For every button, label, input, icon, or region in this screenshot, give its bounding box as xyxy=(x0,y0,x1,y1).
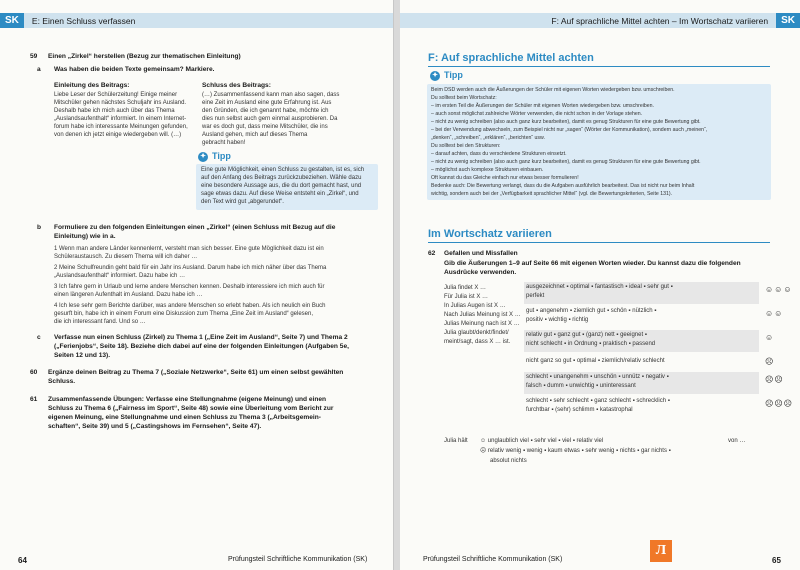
ex59-b-text: Einleitung) wie in a. xyxy=(54,233,116,240)
intro-line: Deshalb habe ich mich auch über das Thema xyxy=(54,108,175,114)
right-header-title: F: Auf sprachliche Mittel achten – Im Wortschatz variieren xyxy=(551,15,769,26)
frowny-icon-1: ☹ xyxy=(765,357,775,366)
expression-row: nicht ganz so gut ▪ optimal ▪ ziemlich/relativ schlecht xyxy=(526,358,665,364)
halt-line: ☺ unglaublich viel ▪ sehr viel ▪ viel ▪ relativ viel xyxy=(480,438,604,444)
tip-line: Du solltest bei den Strukturen: xyxy=(431,143,501,149)
frowny-icon-3: ☹☹☹ xyxy=(765,399,794,408)
subject-phrase: Für Julia ist X … xyxy=(444,294,489,300)
halt-line: ☹ relativ wenig ▪ wenig ▪ kaum etwas ▪ sehr wenig ▪ nichts ▪ gar nichts ▪ xyxy=(480,448,671,454)
b-item: Schüleraustausch. Zu diesem Thema will ich daher … xyxy=(54,254,198,260)
tip-line: sage etwas dazu. Auf diese Weise entsteht ein „Zirkel“, und xyxy=(201,191,359,197)
ex60-text: Ergänze deinen Beitrag zu Thema 7 („Soziale Netzwerke“, Seite 61) um einen selbst gewählten xyxy=(48,369,344,376)
ex62-number: 62 xyxy=(428,250,436,257)
intro-line: „Auslandsaufenthalt“ informiert. In einem Internet- xyxy=(54,116,187,122)
ex61-text: Schluss zu Thema 6 („Fairness im Sport“, Seite 48) sowie eine Überleitung vom Bericht zur xyxy=(48,405,334,412)
tip-heading xyxy=(198,151,231,162)
subject-phrase: Julia findet X … xyxy=(444,285,487,291)
tip-bulb-icon: ✦ xyxy=(198,152,208,162)
right-header-bar xyxy=(400,13,800,28)
expression-row: positiv ▪ wichtig ▪ richtig xyxy=(526,317,589,323)
smiley-icon-2: ☺☺ xyxy=(765,309,784,318)
footer-right: Prüfungsteil Schriftliche Kommunikation (SK) xyxy=(423,556,563,563)
subject-phrase: meint/sagt, dass X … ist. xyxy=(444,339,511,345)
tip-label: Tipp xyxy=(444,70,463,80)
expression-row: furchtbar ▪ (sehr) schlimm ▪ katastrophal xyxy=(526,407,633,413)
b-item: 2 Meine Schulfreundin geht bald für ein Jahr ins Ausland. Darum habe ich mich näher über das Thema xyxy=(54,265,327,271)
smiley-icon-1: ☺ xyxy=(765,333,775,342)
ex59-a-label: a xyxy=(37,66,41,73)
ex61-text: eigenen Meinung, eine Stellungnahme und einen Schluss zu Thema 3 („Arbeitsgemein- xyxy=(48,414,321,421)
frowny-icon-2: ☹☹ xyxy=(765,375,784,384)
sk-badge: SK xyxy=(776,13,800,28)
tip-line: „denken“, „schreiben“, „erklären“, „berichten“ usw. xyxy=(431,135,545,141)
intro-line: forum habe ich interessante Meinungen gefunden, xyxy=(54,124,188,130)
tip-line: – auch sonst möglichst zahlreiche Wörter verwenden, die nicht schon in der Vorlage stehen. xyxy=(431,111,643,117)
expression-row: nicht schlecht ▪ in Ordnung ▪ praktisch ▪ passend xyxy=(526,341,656,347)
ex61-text: schaften“, Seite 39) und 5 („Castingshows im Fernsehen“, Seite 47). xyxy=(48,423,262,430)
ex59-number: 59 xyxy=(30,53,38,60)
tip-line: – nicht zu wenig schreiben (also auch ganz kurz bearbeiten), damit es genug Strukturen für eine gute Bewertung gibt. xyxy=(431,159,701,165)
halt-line: absolut nichts xyxy=(490,458,527,464)
closing-heading: Schluss des Beitrags: xyxy=(202,82,271,89)
von-label: von … xyxy=(728,438,746,444)
section-title: F: Auf sprachliche Mittel achten xyxy=(428,52,594,64)
tip-line: wichtig, sondern auch bei der „Verfügbarkeit sprachlicher Mittel“ (vgl. die Bewertungskriterien, Seite 131). xyxy=(431,191,673,197)
tip-label: Tipp xyxy=(212,151,231,161)
ex59-b-label: b xyxy=(37,224,42,231)
tip-bulb-icon: ✦ xyxy=(430,71,440,81)
tip-line: Beim DSD werden auch die Äußerungen der Schüler mit eigenen Worten wiedergeben bzw. umschreiben. xyxy=(431,87,675,93)
b-item: einen längeren Aufenthalt im Ausland. Dazu habe ich … xyxy=(54,292,203,298)
b-item: gesurft bin, habe ich in einem Forum eine Diskussion zum Thema „Eine Zeit im Ausland“ gelesen, xyxy=(54,311,314,317)
intro-line: von denen ich jetzt einige wiedergeben will. (…) xyxy=(54,132,182,138)
sk-badge: SK xyxy=(0,13,24,28)
smiley-icon-3: ☺☺☺ xyxy=(765,285,793,294)
b-item: die ich interessant fand. Und so … xyxy=(54,319,146,325)
intro-line: Liebe Leser der Schülerzeitung! Einige meiner xyxy=(54,92,178,98)
ex59-b-text: Formuliere zu den folgenden Einleitungen einen „Zirkel“ (einen Schluss mit Bezug auf die xyxy=(54,224,336,231)
left-header-title: E: Einen Schluss verfassen xyxy=(31,15,136,26)
closing-line: den Gründen, die ich genannt habe, möchte ich xyxy=(202,108,329,114)
ex59-title: Einen „Zirkel“ herstellen (Bezug zur thematischen Einleitung) xyxy=(48,53,241,60)
closing-line: war es doch gut, dass meine Mitschüler, die ins xyxy=(202,124,328,130)
publisher-logo: Л xyxy=(650,540,672,562)
intro-line: Mitschüler gehen nächstes Schuljahr ins Ausland. xyxy=(54,100,187,106)
b-item: 1 Wenn man andere Länder kennenlernt, versteht man sich besser. Eine gute Möglichkeit dazu ist ein xyxy=(54,246,324,252)
closing-line: eine Zeit im Ausland eine gute Erfahrung ist. Aus xyxy=(202,100,332,106)
section-rule xyxy=(428,66,770,67)
tip-line: – im ersten Teil die Äußerungen der Schüler mit eigenen Worten wiedergeben bzw. umschreiben. xyxy=(431,103,654,109)
page-number-right: 65 xyxy=(772,556,781,565)
tip-line: den Text wird gut „abgerundet“. xyxy=(201,199,284,205)
subject-phrase: In Julias Augen ist X … xyxy=(444,303,506,309)
subject-phrase: Nach Julias Meinung ist X … xyxy=(444,312,521,318)
expression-row: ausgezeichnet ▪ optimal ▪ fantastisch ▪ ideal ▪ sehr gut ▪ xyxy=(526,284,673,290)
vocab-rule xyxy=(428,242,770,243)
ex60-number: 60 xyxy=(30,369,38,376)
left-page xyxy=(0,0,394,570)
expression-row: relativ gut ▪ ganz gut ▪ (ganz) nett ▪ geeignet ▪ xyxy=(526,332,647,338)
b-item: 4 Ich lese sehr gern Berichte darüber, was andere Menschen so erlebt haben. Als ich neulich ein Buch xyxy=(54,303,326,309)
closing-line: (…) Zusammenfassend kann man also sagen, dass xyxy=(202,92,340,98)
tip-line: eine besondere Aussage aus, die du dort gemacht hast, und xyxy=(201,183,362,189)
tip-line: – möglichst auch komplexe Strukturen einbauen. xyxy=(431,167,544,173)
b-item: „Auslandsaufenthalt“ informiert. Dazu habe ich … xyxy=(54,273,186,279)
ex59-c-text: Verfasse nun einen Schluss (Zirkel) zu Thema 1 („Eine Zeit im Ausland“, Seite 7) und Thema 2 xyxy=(54,334,348,341)
vocab-section-title: Im Wortschatz variieren xyxy=(428,228,552,240)
tip-heading xyxy=(430,70,463,81)
tip-line: – darauf achten, dass du verschiedene Strukturen einsetzt. xyxy=(431,151,567,157)
tip-line: Eine gute Möglichkeit, einen Schluss zu gestalten, ist es, sich xyxy=(201,167,365,173)
b-item: 3 Ich fahre gern in Urlaub und lerne andere Menschen kennen. Deshalb interessiere ich mich auch für xyxy=(54,284,325,290)
tip-line: Bedenke auch: Die Bewertung verlangt, dass du die Aufgaben ausführlich bearbeitest. Das ist nicht nur beim Inhalt xyxy=(431,183,695,189)
ex60-text: Schluss. xyxy=(48,378,76,385)
ex62-text: Ausdrücke verwenden. xyxy=(444,269,517,276)
subject-phrase: Julia glaubt/denkt/findet/ xyxy=(444,330,509,336)
footer-left: Prüfungsteil Schriftliche Kommunikation (SK) xyxy=(228,556,368,563)
expression-row: perfekt xyxy=(526,293,545,299)
closing-line: Ausland gehen, mich auf dieses Thema xyxy=(202,132,308,138)
page-number-left: 64 xyxy=(18,556,27,565)
expression-row: falsch ▪ dumm ▪ unwichtig ▪ uninteressant xyxy=(526,383,636,389)
ex59-a-text: Was haben die beiden Texte gemeinsam? Markiere. xyxy=(54,66,215,73)
tip-line: Oft kannst du das Gleiche einfach nur etwas besser formulieren! xyxy=(431,175,579,181)
closing-line: dies nun selbst auch gern einmal ausprobieren. Da xyxy=(202,116,338,122)
left-header-bar xyxy=(0,13,394,28)
expression-row: schlecht ▪ unangenehm ▪ unschön ▪ unnütz ▪ negativ ▪ xyxy=(526,374,669,380)
intro-heading: Einleitung des Beitrags: xyxy=(54,82,130,89)
tip-line: – bei der Verwendung abwechseln, zum Beispiel nicht nur „sagen“ (Wörter der Kommunikation), sondern auch „meinen“, xyxy=(431,127,708,133)
tip-line: – nicht zu wenig schreiben (also auch ganz kurz bearbeiten), damit es genug Strukturen für eine gute Bewertung gibt. xyxy=(431,119,701,125)
ex61-number: 61 xyxy=(30,396,38,403)
closing-line: gebracht haben! xyxy=(202,140,246,146)
tip-line: auf den Anfang des Beitrags zurückzubeziehen. Wähle dazu xyxy=(201,175,362,181)
ex59-c-text: Seiten 12 und 13). xyxy=(54,352,111,359)
ex62-title: Gefallen und Missfallen xyxy=(444,250,518,257)
ex59-c-text: („Ferienjobs“, Seite 18). Beziehe dich dabei auf eine der folgenden Einleitungen (Aufgaben 5e, xyxy=(54,343,349,350)
ex59-c-label: c xyxy=(37,334,41,341)
tip-line: Du solltest beim Wortschatz: xyxy=(431,95,497,101)
ex61-text: Zusammenfassende Übungen: Verfasse eine Stellungnahme (eigene Meinung) und einen xyxy=(48,396,327,403)
expression-row: schlecht ▪ sehr schlecht ▪ ganz schlecht ▪ schrecklich ▪ xyxy=(526,398,670,404)
ex62-text: Gib die Äußerungen 1–9 auf Seite 66 mit eigenen Worten wieder. Du kannst dazu die folgenden xyxy=(444,260,741,267)
subject-phrase: Julias Meinung nach ist X … xyxy=(444,321,520,327)
expression-row: gut ▪ angenehm ▪ ziemlich gut ▪ schön ▪ nützlich ▪ xyxy=(526,308,657,314)
julia-halt: Julia hält xyxy=(444,438,468,444)
